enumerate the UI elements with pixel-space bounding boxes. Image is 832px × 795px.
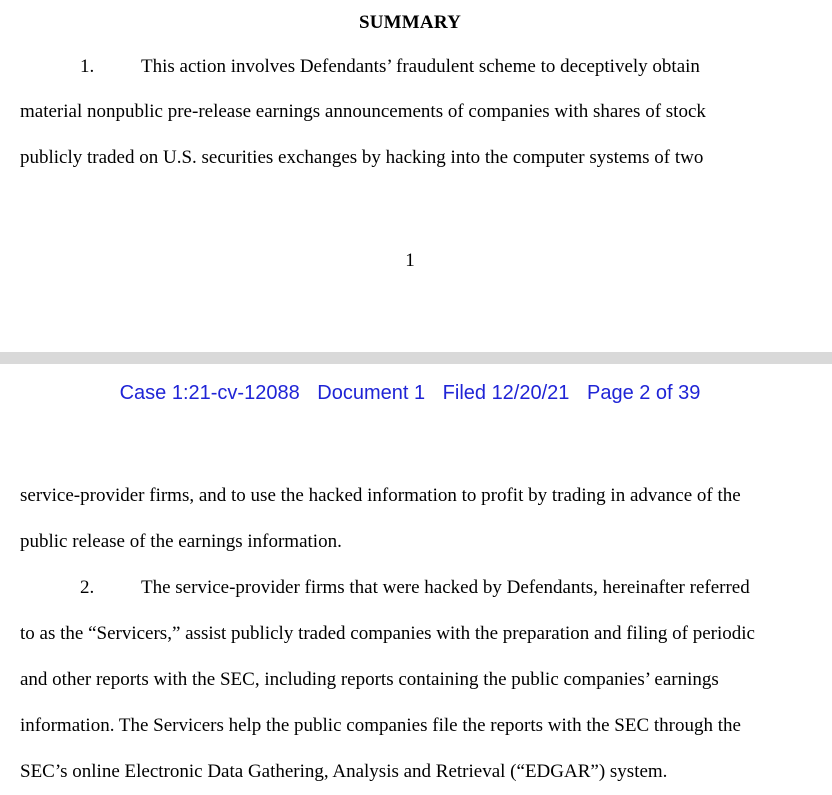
text-line: material nonpublic pre-release earnings announcements of companies with shares of stock xyxy=(20,101,706,122)
filed-date: Filed 12/20/21 xyxy=(442,382,570,404)
text-line: information. The Servicers help the public companies file the reports with the SEC through the xyxy=(20,715,741,736)
page-separator xyxy=(0,352,832,364)
document-page-2 xyxy=(0,364,832,795)
page-number: 1 xyxy=(405,250,415,271)
document-number: Document 1 xyxy=(317,382,426,404)
text-line: This action involves Defendants’ fraudulent scheme to deceptively obtain xyxy=(141,56,700,77)
page-count: Page 2 of 39 xyxy=(586,382,701,404)
text-line: The service-provider firms that were hacked by Defendants, hereinafter referred xyxy=(141,577,750,598)
paragraph-number-2: 2. xyxy=(80,577,95,598)
case-number: Case 1:21-cv-12088 xyxy=(119,382,300,404)
text-line: publicly traded on U.S. securities exchanges by hacking into the computer systems of two xyxy=(20,147,704,168)
text-line: to as the “Servicers,” assist publicly traded companies with the preparation and filing of periodic xyxy=(20,623,755,644)
paragraph-number-1: 1. xyxy=(80,56,95,77)
text-line: public release of the earnings information. xyxy=(20,531,342,552)
text-line: and other reports with the SEC, including reports containing the public companies’ earnings xyxy=(20,669,719,690)
text-line: SEC’s online Electronic Data Gathering, Analysis and Retrieval (“EDGAR”) system. xyxy=(20,761,668,782)
text-line: service-provider firms, and to use the hacked information to profit by trading in advance of the xyxy=(20,485,741,506)
section-heading: SUMMARY xyxy=(358,12,462,33)
case-header xyxy=(0,382,820,405)
document-page-1 xyxy=(0,0,832,352)
